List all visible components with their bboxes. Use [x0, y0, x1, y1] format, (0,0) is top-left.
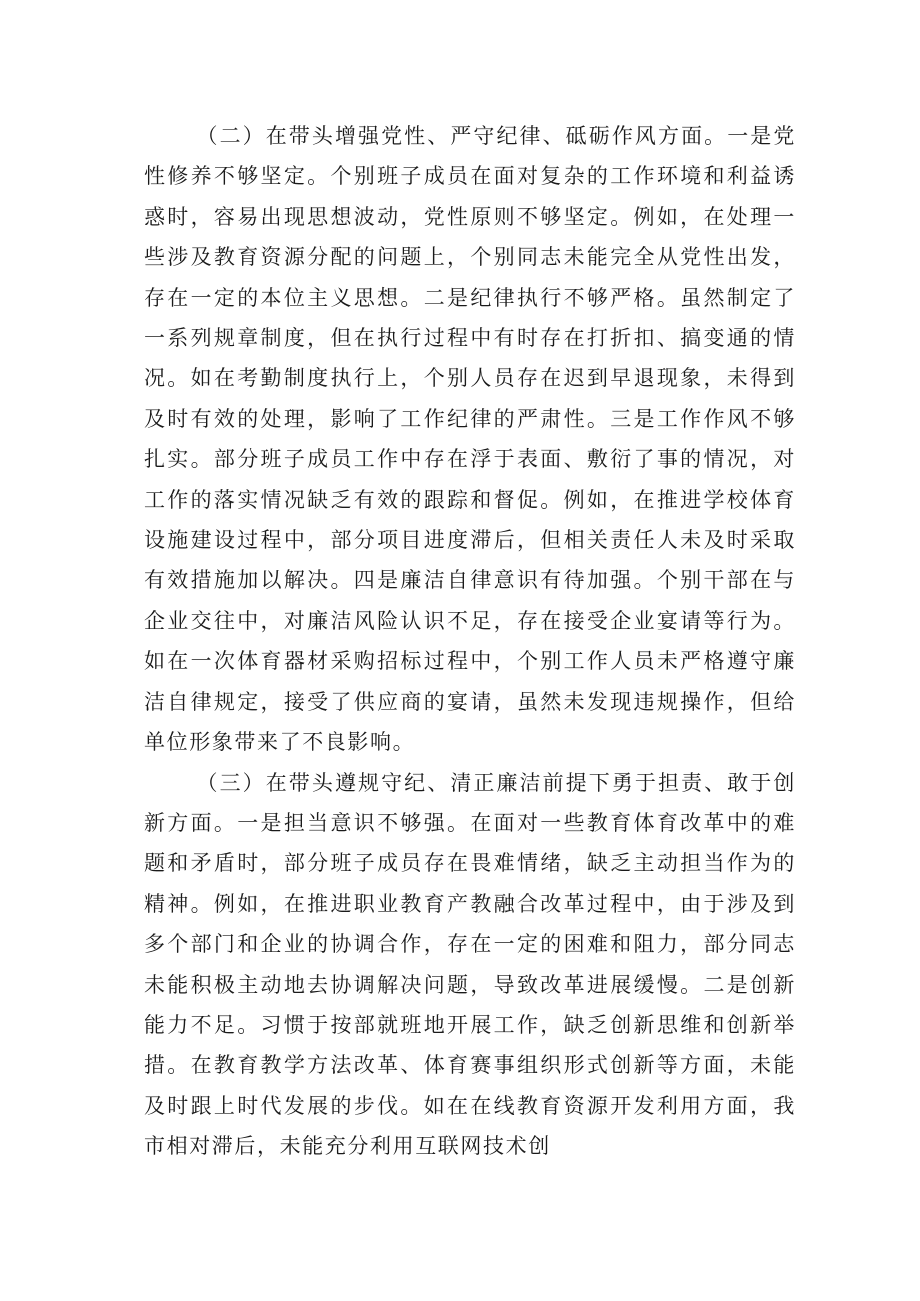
document-body: [144, 116, 796, 1167]
paragraph-section-2: （二）在带头增强党性、严守纪律、砥砺作风方面。一是党性修养不够坚定。个别班子成员在面对复杂的工作环境和利益诱惑时，容易出现思想波动，党性原则不够坚定。例如，在处理一些涉及教育资源分配的问题上，个别同志未能完全从党性出发，存在一定的本位主义思想。二是纪律执行不够严格。虽然制定了一系列规章制度，但在执行过程中有时存在打折扣、搞变通的情况。如在考勤制度执行上，个别人员存在迟到早退现象，未得到及时有效的处理，影响了工作纪律的严肃性。三是工作作风不够扎实。部分班子成员工作中存在浮于表面、敷衍了事的情况，对工作的落实情况缺乏有效的跟踪和督促。例如，在推进学校体育设施建设过程中，部分项目进度滞后，但相关责任人未及时采取有效措施加以解决。四是廉洁自律意识有待加强。个别干部在与企业交往中，对廉洁风险认识不足，存在接受企业宴请等行为。如在一次体育器材采购招标过程中，个别工作人员未严格遵守廉洁自律规定，接受了供应商的宴请，虽然未发现违规操作，但给单位形象带来了不良影响。: [144, 124, 796, 755]
paragraph-section-3: （三）在带头遵规守纪、清正廉洁前提下勇于担责、敢于创新方面。一是担当意识不够强。在面对一些教育体育改革中的难题和矛盾时，部分班子成员存在畏难情绪，缺乏主动担当作为的精神。例如，在推进职业教育产教融合改革过程中，由于涉及到多个部门和企业的协调合作，存在一定的困难和阻力，部分同志未能积极主动地去协调解决问题，导致改革进展缓慢。二是创新能力不足。习惯于按部就班地开展工作，缺乏创新思维和创新举措。在教育教学方法改革、体育赛事组织形式创新等方面，未能及时跟上时代发展的步伐。如在在线教育资源开发利用方面，我市相对滞后，未能充分利用互联网技术创: [144, 770, 796, 1159]
